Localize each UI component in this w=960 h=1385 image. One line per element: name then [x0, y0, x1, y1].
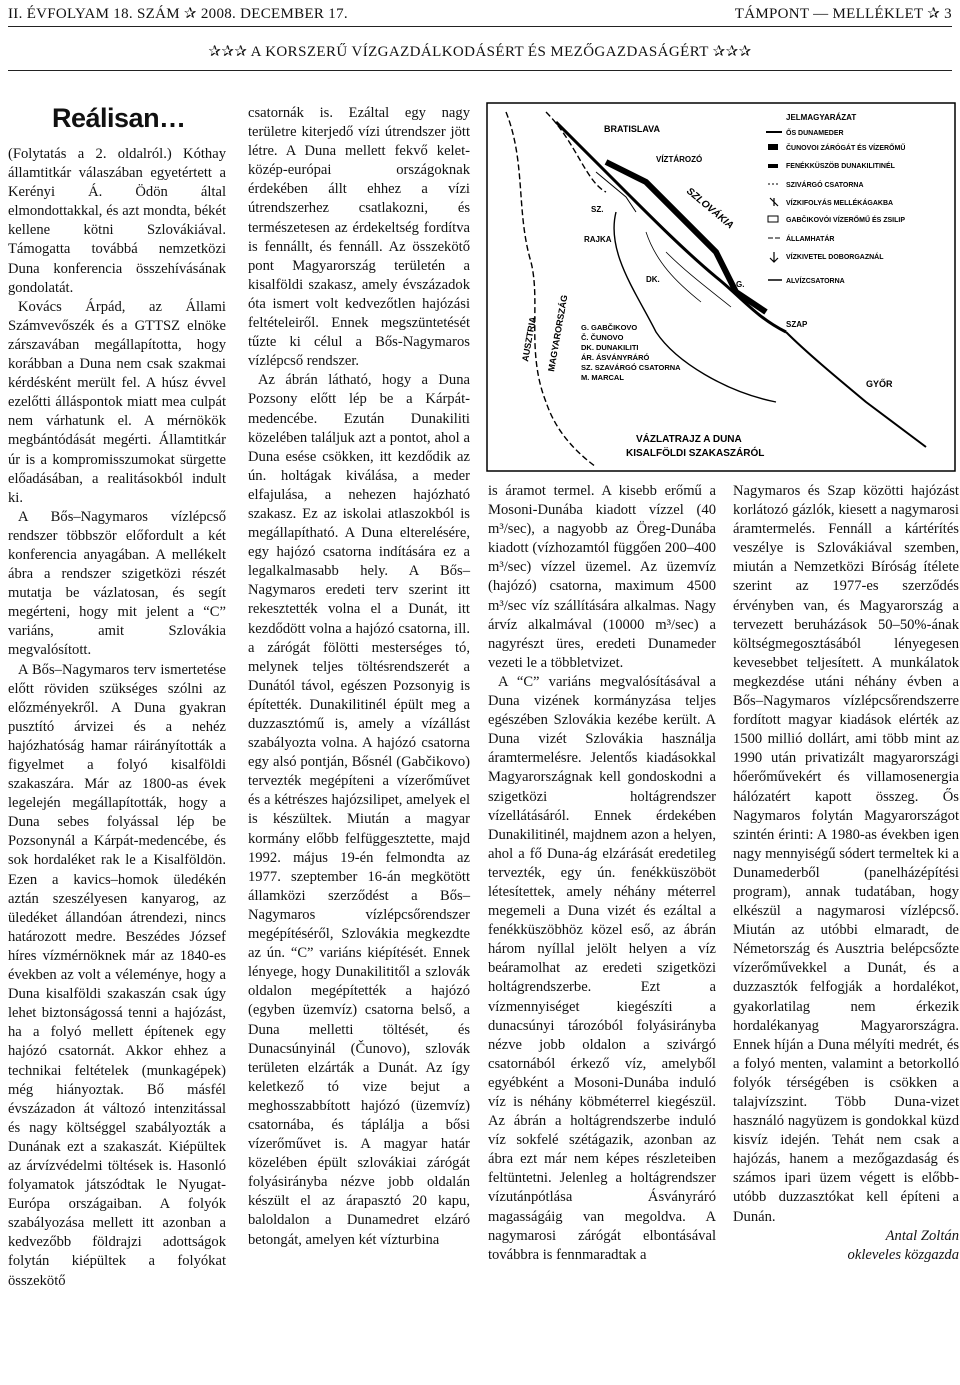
paragraph: A “C” variáns megvalósításával a Duna vizének kormányzása teljes egészében Szlovákia kezébe került. A Duna vizét Szlovákia használja áramtermelésre. Jelentős kiadásokkal Magyarországnak kell gondoskodni a szigetközi holtágrendszer vízellátásáról. Ennek érdekében Dunakilitinél, majdnem azon a helyen, ahol a fő Duna-ág elzárását eredetileg tervezték, egy ún. fenékküszöböt létesítettek, amely néhány méterrel megemeli a Duna vizét és ezáltal a fenékküszöbhöz közel eső, az ábrán három nyíllal jelölt helyen a víz beáramolhat az eredeti szigetközi holtágrendszerbe. Ezt a vízmennyiséget kiegészíti a dunacsúnyi tározóból folyásirányba nézve jobb oldalon a szivárgó csatornából érkező víz, amelyből egyébként a Mosoni-Dunába induló víz is néhány köbméterrel kiegészül. Az ábrán a holtágrendszerbe induló víz sokfelé szétágazik, azonban az ábra ezt már nem képes részleteiben feltüntetni. Jelenleg a holtágrendszer vízutánpótlása Ásványráró magasságáig van megoldva. A nagymarosi zárógát elbontásával továbbra is fennmaradtak a	[488, 673, 716, 1263]
paragraph: A Bős–Nagymaros terv ismertetése előtt röviden szükséges szólni az előzményekről. A Duna gyakran pusztító árvizei és a nehéz hajózhatóság hamar ráirányították a figyelmet a folyó kisalföldi szakaszára. Már az 1800-as évek legelején megállapították, hogy a Duna sebes folyással lép be Pozsonynál a Kárpát-medencébe, és sok hordaléket rak le a Kisalföldön. Ezen a kavics–homok üledékén aztán szeszélyesen kanyarog, az üledéket állandóan átrendezi, nincs határozott medre. Beszédes József híres vízmérnöknek már az 1840-es években az volt a véleménye, hogy a Duna kisalföldi szakaszán csak úgy lehet biztonságossá tenni a hajózást, ha a folyó mellett építenek egy hajózó csatornát. Akkor ehhez a technikai feltételek (munkagépek) még hiányoztak. Bő másfél évszázadon át változó intenzitással és nagy költséggel szabályozták a Dunának ezt a szakaszát. Kiépültek az árvízvédelmi töltések is. Hasonló folyamatok játszódtak le Nyugat-Európa országaiban. A folyók szabályozása mellett itt azonban a kedvezőbb földrajzi adottságok folytán kiépültek a folyókat összekötő	[8, 661, 226, 1289]
paragraph: Kovács Árpád, az Állami Számvevőszék és a GTTSZ elnöke zárszavában megállapította, hogy korábban a Duna nem csak szakmai kérdésként merült fel. A húsz évvel ezelőtti álláspontok miatt mea culpát nem várhatunk el. A mérnökök megbántódását megérti. Államtitkár úr is a kompromisszumokat sürgette előadásában, a realitásokból indult ki.	[8, 298, 226, 506]
abbrev-item: DK. DUNAKILITI	[581, 343, 639, 352]
map-label-ausztria: AUSZTRIA	[520, 315, 538, 363]
legend-item: ČUNOVOI ZÁRÓGÁT ÉS VÍZERŐMŰ	[786, 145, 906, 152]
map-label-rajka: RAJKA	[584, 235, 612, 244]
legend-item: GABČIKOVÓI VÍZERŐMŰ ÉS ZSILIP	[786, 217, 906, 224]
map-label-gyor: GYŐR	[866, 379, 893, 389]
author-name: Antal Zoltán	[885, 1227, 959, 1244]
paragraph: Az ábrán látható, hogy a Duna Pozsony előtt lép be a Kárpát-medencébe. Ezután Dunakiliti közelében találjuk azt a pontot, ahol a Duna esése csökken, itt kezdődik az ún. holtágak kiválása, a meder elfajulása, a nehezen hajózható szakasz. Ez az iskolai atlaszokból is megállapítható. A Duna elterelésére, egy hajózó csatorna indítására ez a legalkalmasabb hely. A Bős–Nagymaros eredeti terv szerint itt rekesztették volna el a Dunát, itt kezdődött volna a hajózó csatorna, ill. a zárógát fölötti mesterséges tó, melynek teljes töltésrendszerét a Dunától távol, egészen Pozsonyig is építették. Dunakilitinél épült meg a duzzasztómű is, amely a vízállást szabályozta volna. A hajózó csatorna egy alsó pontján, Bősnél (Gabčikovo) tervezték megépíteni a vízerőművet és a kétrészes hajózsilipet, amelyek el is készültek. Miután a magyar kormány előbb felfüggesztette, majd 1992. május 19-én felmondta az 1977. szeptember 16-án megkötött államközi szerződést a Bős–Nagymaros vízlépcsőrendszer megépítéséről, Szlovákia megkezdte az ún. “C” variáns kiépítését. Ennek lényege, hogy Dunakilititől a szlovák oldalon megépítették a hajózó (egyben üzemvíz) csatorna belső, a Duna melletti töltését, és Dunacsúnyinál (Čunovo), szlovák területen elzárták a Dunát. Az így keletkező tó vize bejut a meghosszabbított hajózó (üzemvíz) csatornába, és táplálja a bősi vízerőművet is. A magyar határ közelében épült szlovákiai zárógát folyásirányba nézve jobb oldalán készült el az árapasztó 20 kapu, baloldalon a Dunamedret elzáró betongát, amelyen két vízturbina	[248, 372, 470, 1248]
map-caption-line1: VÁZLATRAJZ A DUNA	[636, 434, 742, 445]
danube-sketch-map	[486, 102, 956, 472]
map-label-szlovakia: SZLOVÁKIA	[684, 185, 736, 232]
legend-item: VÍZKIFOLYÁS MELLÉKÁGAKBA	[786, 200, 894, 207]
legend-item: ŐS DUNAMEDER	[786, 130, 844, 137]
column-3	[488, 482, 716, 1265]
column-1	[8, 145, 226, 1291]
map-label-g: G.	[736, 280, 745, 289]
section-subtitle: ✰✰✰ A KORSZERŰ VÍZGAZDÁLKODÁSÉRT ÉS MEZŐGAZDASÁGÉRT ✰✰✰	[208, 44, 752, 60]
legend-item: ÁLLAMHATÁR	[786, 236, 835, 243]
abbrev-item: Č. ČUNOVO	[581, 333, 624, 342]
legend-swatch	[768, 164, 778, 168]
header-rule	[8, 26, 952, 27]
map-label-dk: DK.	[646, 275, 660, 284]
legend-item: FENÉKKÜSZÖB DUNAKILITINÉL	[786, 163, 895, 170]
author-title: okleveles közgazda	[847, 1246, 959, 1263]
abbrev-item: ÁR. ÁSVÁNYRÁRÓ	[581, 353, 650, 362]
abbrev-item: SZ. SZAVÁRGÓ CSATORNA	[581, 363, 681, 372]
paragraph: csatornák is. Ezáltal egy nagy területre kiterjedő vízi útrendszer jött létre. A Duna mellett fekvő kelet-közép-európai országoknak érdekében állt ehhez a vízi útrendszerhez csatlakozni, és természetesen az érdekeltség fordítva is fennállt, és fennáll. Az összekötő pont Magyarország területén a kisalföldi szakasz, amely évszázadok óta ismert volt kedvezőtlen hajózási feltételeiről. Ennek megszüntetését tűzte ki célul a Bős-Nagymaros vízlépcső rendszer.	[248, 105, 470, 370]
map-caption-line2: KISALFÖLDI SZAKASZÁRÓL	[626, 448, 765, 459]
paragraph: A Bős–Nagymaros vízlépcső rendszer többször előfordult a két konferencia anyagában. A mellékelt ábra a rendszer szigetközi részét mutatja be vázlatosan, és segít megérteni, hogy mit jelent a “C” variáns, amit Szlovákia megvalósított.	[8, 508, 226, 659]
column-2	[248, 104, 470, 1250]
map-label-viztarozo: VÍZTÁROZÓ	[656, 155, 703, 164]
column-4	[733, 482, 959, 1265]
abbrev-item: G. GABČIKOVO	[581, 323, 638, 332]
subtitle-rule	[8, 70, 952, 71]
map-label-sz: SZ.	[591, 205, 604, 214]
map-label-bratislava: BRATISLAVA	[604, 124, 660, 134]
map-label-szap: SZAP	[786, 320, 808, 329]
article-headline: Reálisan…	[52, 103, 186, 133]
paragraph: (Folytatás a 2. oldalról.) Kóthay államtitkár válaszában egyetértett a Kerényi Á. Ödön által elmondottakkal, és azt mondta, békét kellene kötni Szlovákiával. Támogatta továbbá nemzetközi Duna konferencia összehívásának gondolatát.	[8, 146, 226, 296]
header-issue-info: II. ÉVFOLYAM 18. SZÁM ✰ 2008. DECEMBER 17.	[8, 6, 348, 22]
legend-item: VÍZKIVETEL DOBORGAZNÁL	[786, 254, 884, 261]
legend-item: ALVÍZCSATORNA	[786, 278, 845, 285]
legend-item: SZIVÁRGÓ CSATORNA	[786, 182, 864, 189]
legend-title: JELMAGYARÁZAT	[786, 113, 857, 122]
legend-swatch	[768, 144, 778, 150]
map-label-magyarorszag: MAGYARORSZÁG	[546, 294, 570, 373]
header-section-info: TÁMPONT — MELLÉKLET ✰ 3	[734, 6, 952, 22]
paragraph: Nagymaros és Szap közötti hajózást korlátozó gázlók, kiesett a nagymarosi áramtermelés. Fennáll a kártérítés veszélye is Szlovákiával szemben, miután a Nemzetközi Bíróság ítélete szerint az 1977-es szerződés érvényben van, és Magyarország a tervezett beruházások 50–50%-ának költségmegosztásából lényegesen kevesebbet teljesített. A munkálatok megkezdése utáni néhány évben a Bős–Nagymaros vízlépcsőrendszerre fordított magyar kiadások elérték az 1500 millió dollárt, ami több mint az 1990 után privatizált magyarországi hőerőművekért és villamosenergia hálózatért kapott összeg. Ős Nagymaros folytán Magyarországot szintén érinti: A 1980-as években igen nagy mennyiségű sódert termeltek ki a Dunamederből (panelházépítési program), annak tudatában, hogy elkészül a nagymarosi vízlépcső. Miután az utóbbi elmaradt, de Németország és Ausztria belépcsőzte vízerőművekkel a Dunát, és a duzzasztók felfogják a hordalékot, gyakorlatilag nem érkezik hordalékanyag Magyarországra. Ennek híján a Duna mélyíti medrét, és a folyó menten, valamint a betorkolló folyók térségében is csökken a talajvízszint. Több Duna-vizet használó nagyüzem is gondokkal küzd kisvíz idején. Tehát nem csak a hajózás, hanem a mezőgazdaság és számos ipari üzem végett is előbb-utóbb duzzasztókat kell építeni a Dunán.	[733, 483, 959, 1225]
abbrev-item: M. MARCAL	[581, 373, 624, 382]
paragraph: is áramot termel. A kisebb erőmű a Mosoni-Dunába kiadott vízzel (40 m³/sec), a nagyobb az Öreg-Dunába kiadott (vízhozamtól függően 200–400 m³/sec) vízzel üzemel. Az üzemvíz (hajózó) csatorna, maximum 4500 m³/sec víz szállítására alkalmas. Nagy árvíz alkalmával (10000 m³/sec) a nagyrészt üres, eredeti Dunameder vezeti le a többletvizet.	[488, 483, 716, 671]
